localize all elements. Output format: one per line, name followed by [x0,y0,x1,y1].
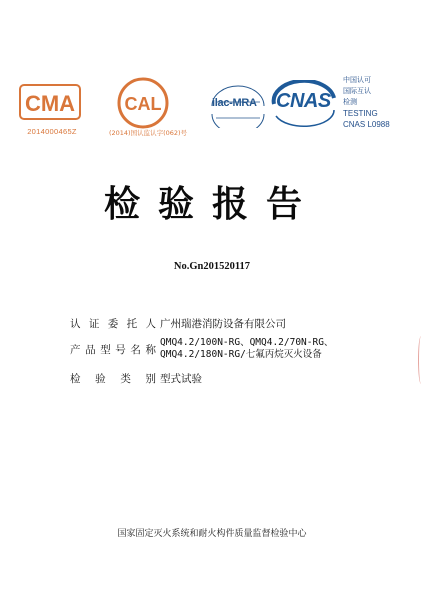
svg-text:CMA: CMA [24,91,76,116]
product-line: QMQ4.2/180N-RG/七氟丙烷灭火设备 [160,349,322,360]
product-label: 产品型号名称 [70,344,156,356]
cnas-line: 检测 [343,98,357,106]
cnas-line: TESTING [343,109,378,118]
report-number: No.Gn201520117 [173,261,251,272]
svg-text:CAL: CAL [124,94,162,114]
client-label: 认证委托人 [70,318,156,330]
cal-logo [116,76,170,130]
cma-code: 2014000465Z [27,127,77,136]
client-value: 广州瑞港消防设备有限公司 [160,318,286,330]
inspection-type-value: 型式试验 [160,373,202,385]
cal-code: (2014)国认监认字(062)号 [108,129,188,137]
cnas-line: 中国认可 [343,76,371,84]
inspection-type-label: 检验类别 [70,373,156,385]
seal-edge [418,336,424,384]
document-title: 检验报告 [103,184,320,225]
cnas-label: CNAS [276,90,331,112]
product-line: QMQ4.2/100N-RG、QMQ4.2/70N-RG、 [160,337,334,348]
cnas-accreditation-text [343,75,390,130]
cnas-line: CNAS L0988 [343,120,390,129]
cnas-line: 国际互认 [343,87,371,95]
product-value [160,337,333,361]
ilac-mra-label: ilac-MRA [212,97,257,109]
cma-logo [18,82,82,122]
issuing-organization: 国家固定灭火系统和耐火构件质量监督检验中心 [117,529,307,539]
